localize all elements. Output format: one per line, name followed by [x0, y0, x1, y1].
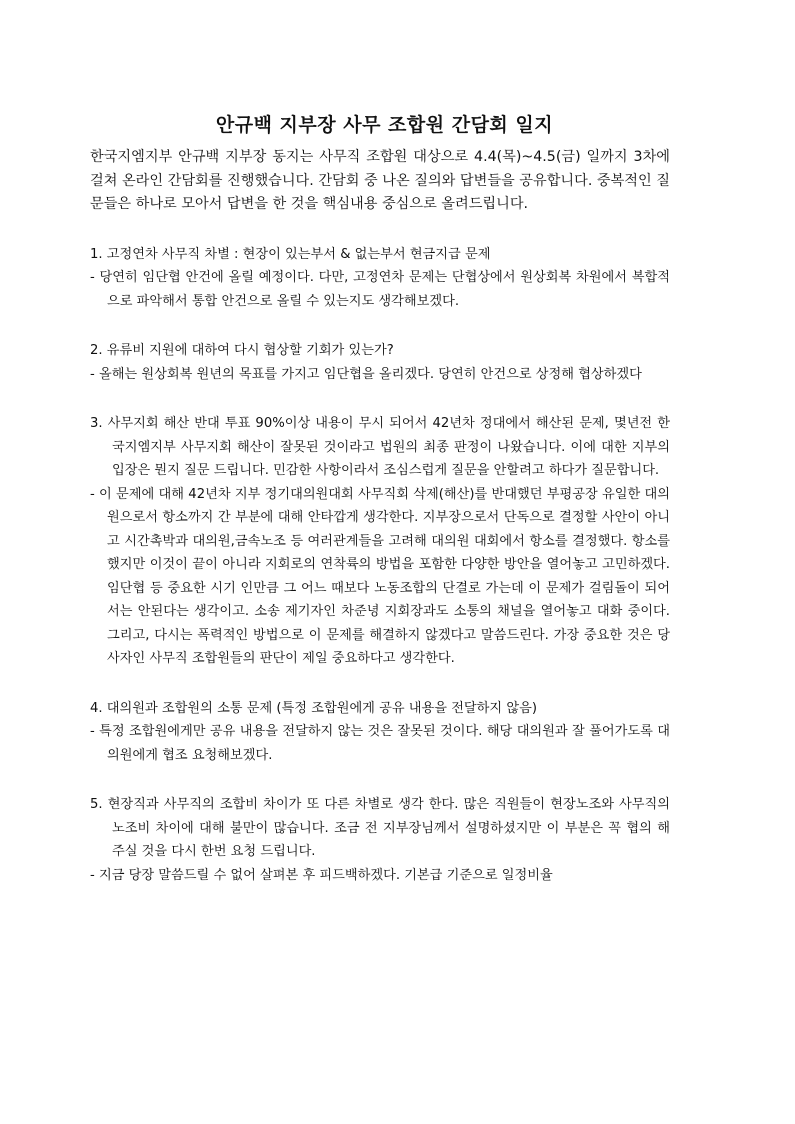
question-text: 4. 대의원과 조합원의 소통 문제 (특정 조합원에게 공유 내용을 전달하지 않음) — [90, 700, 537, 716]
question-text: 2. 유류비 지원에 대하여 다시 협상할 기회가 있는가? — [90, 343, 394, 358]
answer-text: - 당연히 임단협 안건에 올릴 예정이다. 다만, 고정연차 문제는 단협상에서 원상회복 차원에서 복합적으로 파악해서 통합 안건으로 올릴 수 있는지도 생각해보겠다. — [90, 270, 670, 309]
answer-text: - 이 문제에 대해 42년차 지부 정기대의원대회 사무직회 삭제(해산)를 반대했던 부평공장 유일한 대의원으로서 항소까지 간 부분에 대해 안타깝게 생각한다. 지부장으로서 단독으로 결정할 사안이 아니고 시간촉박과 대의원,금속노조 등 여러관계들을 고려해 대의원 대회에서 항소를 결정했다. 항소를 했지만 이것이 끝이 아니라 지회로의 연착륙의 방법을 포함한 다양한 방안을 열어놓고 고민하겠다. 임단협 등 중요한 시기 인만큼 그 어느 때보다 노동조합의 단결로 가는데 이 문제가 걸림돌이 되어서는 안된다는 생각이고. 소송 제기자인 차준녕 지회장과도 소통의 채널을 열어놓고 대화 중이다. 그리고, 다시는 폭력적인 방법으로 이 문제를 해결하지 않겠다고 말씀드린다. 가장 중요한 것은 당사자인 사무직 조합원들의 판단이 제일 중요하다고 생각한다. — [90, 486, 670, 666]
answer-text: - 지금 당장 말씀드릴 수 없어 살펴본 후 피드백하겠다. 기본급 기준으로 일정비율 — [90, 867, 553, 883]
question-text: 3. 사무지회 해산 반대 투표 90%이상 내용이 무시 되어서 42년차 정대에서 해산된 문제, 몇년전 한국지엠지부 사무지회 해산이 잘못된 것이라고 법원의 최종 판정이 나왔습니다. 이에 대한 지부의 입장은 뭔지 질문 드립니다. 민감한 사항이라서 조심스럽게 질문을 안할려고 하다가 질문합니다. — [90, 416, 670, 478]
qa-section-2 — [90, 339, 670, 386]
qa-section-3 — [90, 412, 670, 671]
answer-text: - 올해는 원상회복 원년의 목표를 가지고 임단협을 올리겠다. 당연히 안건으로 상정해 협상하겠다 — [90, 366, 642, 382]
intro-paragraph: 한국지엠지부 안규백 지부장 동지는 사무직 조합원 대상으로 4.4(목)~4.5(금) 일까지 3차에 걸쳐 온라인 간담회를 진행했습니다. 간담회 중 나온 질의와 답변들을 공유합니다. 중복적인 질문들은 하나로 모아서 답변을 한 것을 핵심내용 중심으로 올려드립니다. — [90, 149, 670, 212]
qa-section-4 — [90, 697, 670, 768]
page-title: 안규백 지부장 사무 조합원 간담회 일지 — [215, 114, 554, 136]
answer-text: - 특정 조합원에게만 공유 내용을 전달하지 않는 것은 잘못된 것이다. 해당 대의원과 잘 풀어가도록 대의원에게 협조 요청해보겠다. — [90, 724, 670, 763]
qa-section-5 — [90, 793, 670, 887]
qa-section-1 — [90, 243, 670, 314]
question-text: 1. 고정연차 사무직 차별 : 현장이 있는부서 & 없는부서 현금지급 문제 — [90, 246, 491, 262]
question-text: 5. 현장직과 사무직의 조합비 차이가 또 다른 차별로 생각 한다. 많은 직원들이 현장노조와 사무직의 노조비 차이에 대해 불만이 많습니다. 조금 전 지부장님께서 설명하셨지만 이 부분은 꼭 협의 해 주실 것을 다시 한번 요청 드립니다. — [90, 797, 670, 859]
